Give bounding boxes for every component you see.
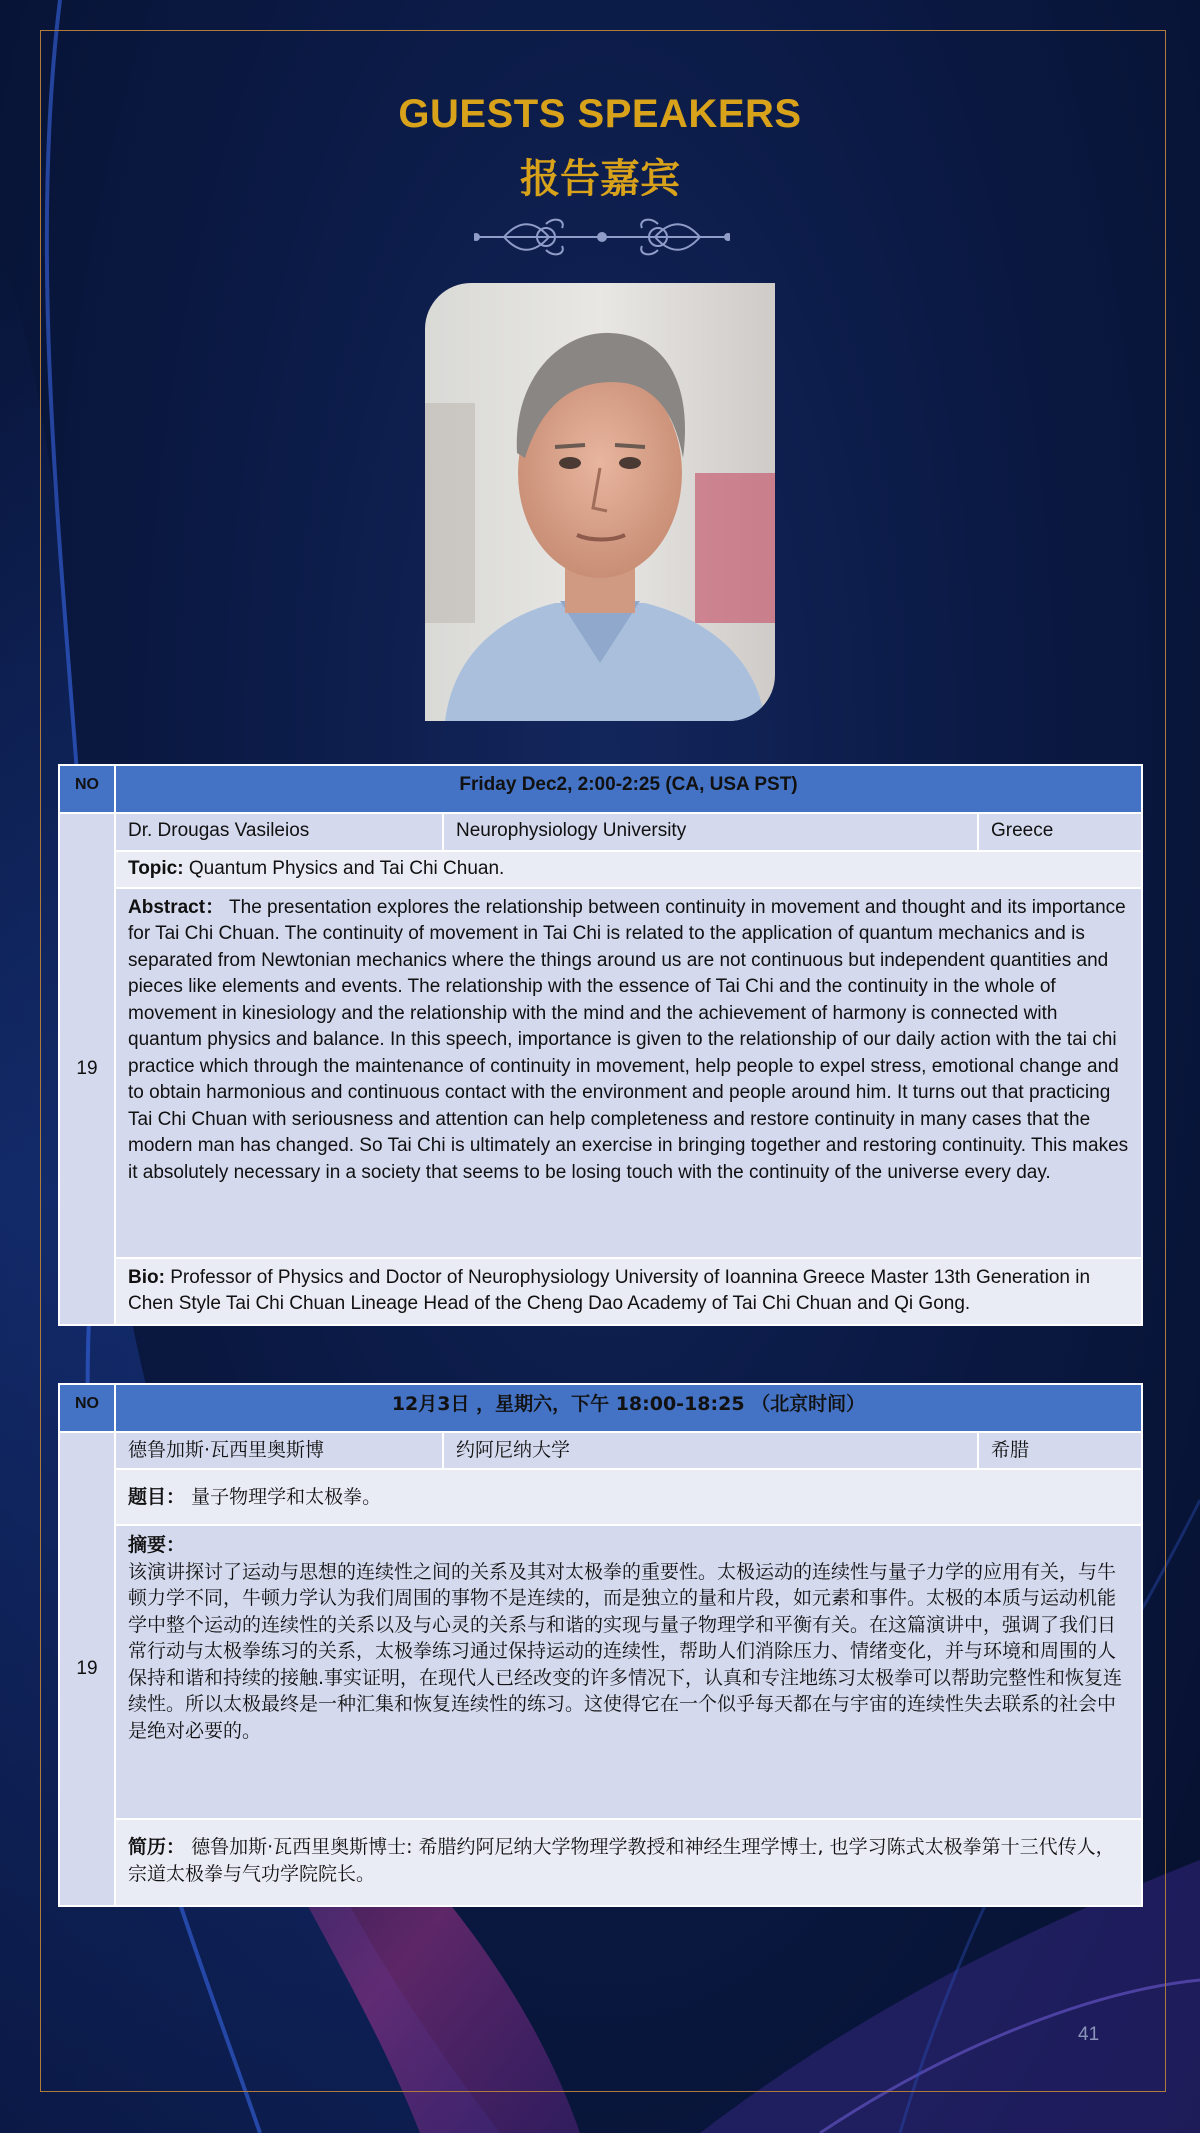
english-speaker-table	[58, 764, 1143, 1326]
topic-row-cn	[115, 1469, 1142, 1526]
topic-text-cn: 量子物理学和太极拳。	[191, 1485, 382, 1508]
abstract-text-cn: 该演讲探讨了运动与思想的连续性之间的关系及其对太极拳的重要性。太极运动的连续性与量子力学的应用有关，与牛顿力学不同，牛顿力学认为我们周围的事物不是连续的，而是独立的量和片段，如元素和事件。太极的本质与运动机能学中整个运动的连续性的关系以及与心灵的关系与和谐的实现与量子物理学和平衡有关。在这篇演讲中，强调了我们日常行动与太极拳练习的关系，太极拳练习通过保持运动的连续性，帮助人们消除压力、情绪变化，并与环境和周围的人保持和谐和持续的接触.事实证明，在现代人已经改变的许多情况下，认真和专注地练习太极拳可以帮助完整性和恢复连续性。所以太极最终是一种汇集和恢复连续性的练习。这使得它在一个似乎每天都在与宇宙的连续性失去联系的社会中是绝对必要的。	[128, 1560, 1123, 1742]
speaker-country: Greece	[978, 813, 1142, 851]
speaker-country-cn: 希腊	[978, 1432, 1142, 1469]
topic-label: Topic:	[128, 858, 184, 879]
speaker-affiliation: Neurophysiology University	[443, 813, 978, 851]
abstract-row-cn	[115, 1525, 1142, 1819]
speaker-affiliation-cn: 约阿尼纳大学	[443, 1432, 978, 1469]
session-time: Friday Dec2, 2:00-2:25 (CA, USA PST)	[115, 765, 1142, 813]
speaker-name-cn: 德鲁加斯·瓦西里奥斯博	[115, 1432, 443, 1469]
title-chinese: 报告嘉宾	[520, 156, 680, 202]
topic-text: Quantum Physics and Tai Chi Chuan.	[188, 858, 505, 879]
abstract-row	[115, 888, 1142, 1258]
bio-label: Bio:	[128, 1266, 165, 1288]
session-time-cn: 12月3日 ，星期六，下午 18:00-18:25 （北京时间）	[115, 1384, 1142, 1432]
no-header-cn: NO	[59, 1384, 115, 1432]
abstract-label-cn: 摘要：	[128, 1534, 186, 1556]
speaker-photo	[425, 283, 775, 721]
bio-text-cn: 德鲁加斯·瓦西里奥斯博士: 希腊约阿尼纳大学物理学教授和神经生理学博士, 也学习陈式太极拳第十三代传人，宗道太极拳与气功学院院长。	[128, 1836, 1115, 1885]
bio-label-cn: 简历：	[128, 1836, 186, 1858]
topic-label-cn: 题目：	[128, 1485, 186, 1508]
speaker-name: Dr. Drougas Vasileios	[115, 813, 443, 851]
bio-row-cn	[115, 1819, 1142, 1906]
page-number: 41	[1078, 2024, 1100, 2045]
speaker-number: 19	[59, 813, 115, 1325]
ornament-divider	[474, 212, 730, 262]
title-english: GUESTS SPEAKERS	[398, 92, 802, 136]
abstract-text: The presentation explores the relationship between continuity in movement and thought and its importance for Tai Chi Chuan. The continuity of movement in Tai Chi is related to the application of quantum mechanics and is separated from Newtonian mechanics where the things around us are not continuous but independent quantities and pieces like elements and events. The relationship with the essence of Tai Chi and the continuity in the whole of movement in kinesiology and the relationship with the mind and the achievement of harmony is connected with quantum physics and balance. In this speech, importance is given to the relationship of our daily action with the tai chi practice which through the maintenance of continuity in movement, help people to expel stress, emotional change and to obtain harmonious and continuous contact with the environment and people around him. It turns out that practicing Tai Chi Chuan with seriousness and attention can help completeness and restore continuity in many cases that the modern man has changed. So Tai Chi is ultimately an exercise in bringing together and restoring continuity. This makes it absolutely necessary in a society that seems to be losing touch with the continuity of the universe every day.	[128, 896, 1129, 1183]
speaker-number-cn: 19	[59, 1432, 115, 1906]
abstract-label: Abstract：	[128, 896, 225, 918]
chinese-speaker-table	[58, 1383, 1143, 1907]
no-header: NO	[59, 765, 115, 813]
bio-text: Professor of Physics and Doctor of Neurophysiology University of Ioannina Greece Master 13th Generation in Chen Style Tai Chi Chuan Lineage Head of the Cheng Dao Academy of Tai Chi Chuan and Qi Gong.	[128, 1266, 1091, 1314]
topic-row	[115, 851, 1142, 888]
bio-row	[115, 1258, 1142, 1325]
